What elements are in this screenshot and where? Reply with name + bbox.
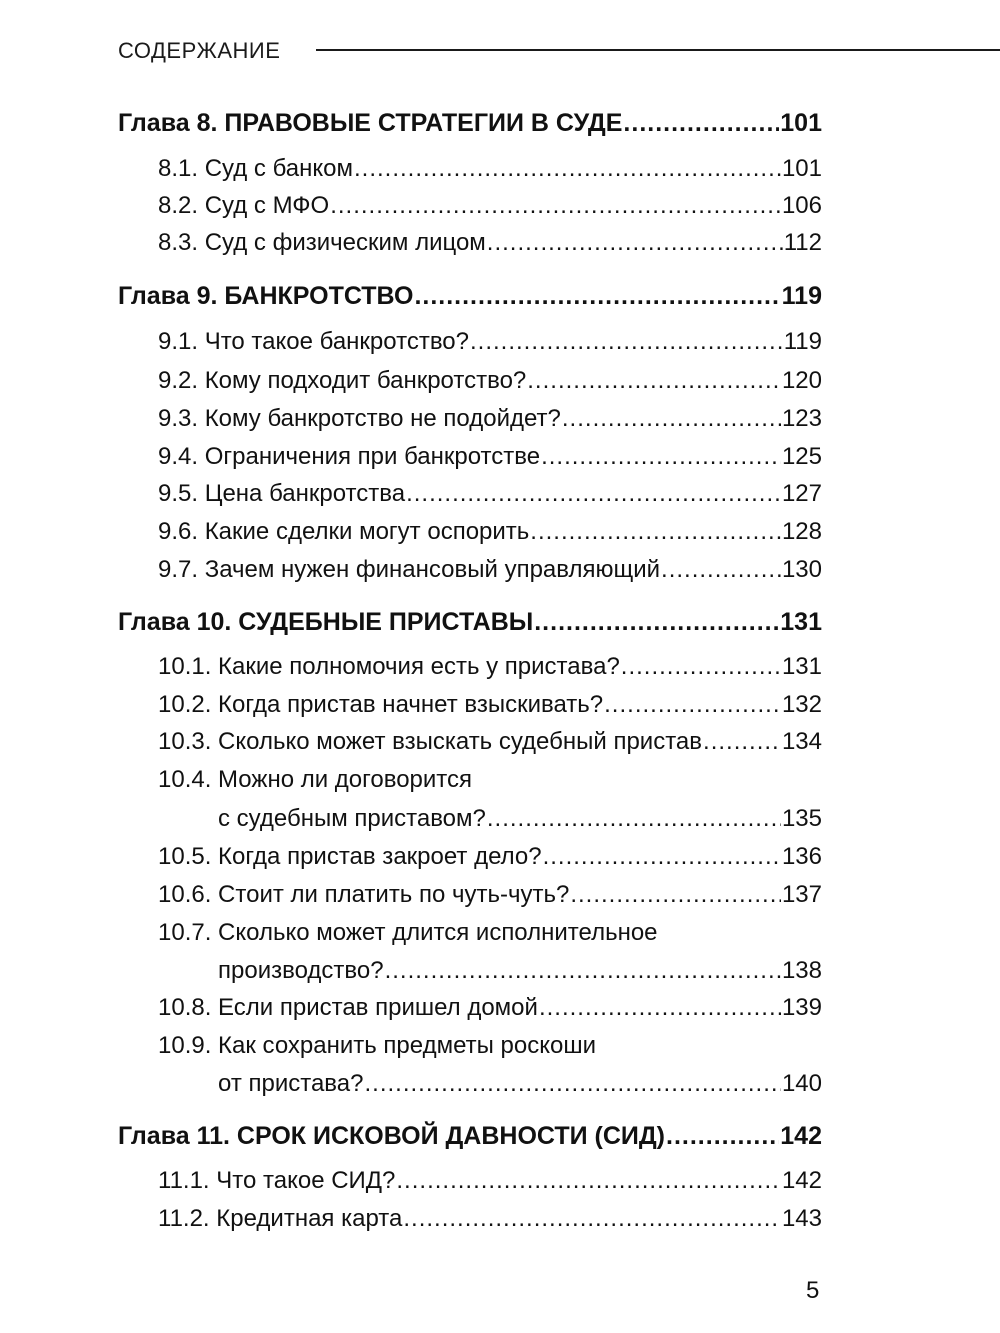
dot-leader	[354, 154, 781, 184]
toc-entry-title: 10.1. Какие полномочия есть у пристава?	[158, 653, 620, 680]
running-head: СОДЕРЖАНИЕ	[118, 38, 281, 63]
toc-entry-title: 10.6. Стоит ли платить по чуть-чуть?	[158, 881, 570, 908]
toc-entry-title: 8.1. Суд с банком	[158, 155, 353, 182]
toc-section-10-7-first-line[interactable]: 10.7. Сколько может длится исполнительное	[158, 919, 658, 946]
toc-entry-page: 134	[781, 728, 822, 755]
toc-entry-page: 137	[781, 881, 822, 908]
toc-entry-page: 123	[781, 405, 822, 432]
dot-leader	[543, 842, 781, 872]
toc-entry-page: 120	[781, 367, 822, 394]
toc-entry-page: 131	[781, 653, 822, 680]
toc-entry-page: 143	[781, 1205, 822, 1232]
toc-section-9-2[interactable]	[158, 366, 822, 396]
dot-leader	[666, 1121, 779, 1151]
toc-section-10-5[interactable]	[158, 842, 822, 872]
toc-entry-page: 138	[781, 957, 822, 984]
toc-section-10-2[interactable]	[158, 690, 822, 720]
toc-entry-page: 136	[781, 843, 822, 870]
dot-leader	[396, 1166, 781, 1196]
toc-section-10-9[interactable]	[218, 1069, 822, 1099]
dot-leader	[534, 607, 779, 637]
toc-entry-title: Глава 10. СУДЕБНЫЕ ПРИСТАВЫ	[118, 608, 534, 636]
toc-entry-title: 10.8. Если пристав пришел домой	[158, 994, 538, 1021]
dot-leader	[623, 108, 779, 138]
toc-entry-title: Глава 8. ПРАВОВЫЕ СТРАТЕГИИ В СУДЕ	[118, 109, 623, 137]
toc-entry-page: 119	[781, 282, 822, 310]
toc-entry-page: 130	[781, 556, 822, 583]
toc-entry-page: 135	[781, 805, 822, 832]
dot-leader	[470, 327, 783, 357]
toc-entry-page: 101	[780, 109, 822, 137]
toc-entry-title: 11.2. Кредитная карта	[158, 1205, 403, 1232]
dot-leader	[487, 228, 783, 258]
toc-entry-page: 142	[780, 1122, 822, 1150]
toc-section-10-9-first-line[interactable]: 10.9. Как сохранить предметы роскоши	[158, 1032, 597, 1059]
toc-entry-title: Глава 11. СРОК ИСКОВОЙ ДАВНОСТИ (СИД)	[118, 1122, 666, 1150]
toc-entry-title: 9.4. Ограничения при банкротстве	[158, 443, 541, 470]
toc-section-9-1[interactable]	[158, 327, 822, 357]
toc-entry-title: 9.7. Зачем нужен финансовый управляющий	[158, 556, 661, 583]
toc-entry-page: 128	[781, 518, 822, 545]
toc-chapter-9[interactable]	[118, 281, 822, 311]
toc-chapter-10[interactable]	[118, 607, 822, 637]
dot-leader	[414, 281, 780, 311]
toc-chapter-8[interactable]	[118, 108, 822, 138]
toc-section-9-5[interactable]	[158, 479, 822, 509]
toc-section-8-1[interactable]	[158, 154, 822, 184]
dot-leader	[621, 652, 781, 682]
dot-leader	[385, 956, 781, 986]
toc-entry-title: от пристава?	[218, 1070, 364, 1097]
dot-leader	[403, 1204, 781, 1234]
dot-leader	[406, 479, 781, 509]
toc-entry-page: 125	[781, 443, 822, 470]
toc-entry-title: 9.3. Кому банкротство не подойдет?	[158, 405, 561, 432]
toc-entry-page: 127	[781, 480, 822, 507]
toc-entry-page: 119	[783, 328, 822, 355]
dot-leader	[570, 880, 781, 910]
toc-entry-title: 9.5. Цена банкротства	[158, 480, 406, 507]
toc-section-9-7[interactable]	[158, 555, 822, 585]
toc-entry-title: производство?	[218, 957, 384, 984]
dot-leader	[487, 804, 781, 834]
toc-entry-title: с судебным приставом?	[218, 805, 486, 832]
toc-chapter-11[interactable]	[118, 1121, 822, 1151]
dot-leader	[541, 442, 781, 472]
toc-section-10-3[interactable]	[158, 727, 822, 757]
dot-leader	[530, 517, 781, 547]
toc-section-8-3[interactable]	[158, 228, 822, 258]
toc-entry-title: 9.1. Что такое банкротство?	[158, 328, 469, 355]
toc-entry-title: 11.1. Что такое СИД?	[158, 1167, 396, 1194]
dot-leader	[562, 404, 781, 434]
dot-leader	[364, 1069, 780, 1099]
toc-section-10-6[interactable]	[158, 880, 822, 910]
toc-section-8-2[interactable]	[158, 191, 822, 221]
toc-section-11-1[interactable]	[158, 1166, 822, 1196]
toc-entry-page: 142	[781, 1167, 822, 1194]
toc-section-10-1[interactable]	[158, 652, 822, 682]
toc-section-9-3[interactable]	[158, 404, 822, 434]
toc-section-9-6[interactable]	[158, 517, 822, 547]
dot-leader	[703, 727, 781, 757]
toc-section-10-4-first-line[interactable]: 10.4. Можно ли договорится	[158, 766, 473, 793]
toc-entry-title: 9.6. Какие сделки могут оспорить	[158, 518, 530, 545]
toc-entry-title: 10.5. Когда пристав закроет дело?	[158, 843, 542, 870]
toc-entry-title: 10.2. Когда пристав начнет взыскивать?	[158, 691, 604, 718]
toc-entry-page: 112	[783, 229, 822, 256]
toc-entry-page: 132	[781, 691, 822, 718]
toc-entry-title: 10.3. Сколько может взыскать судебный пристав	[158, 728, 703, 755]
toc-section-11-2[interactable]	[158, 1204, 822, 1234]
toc-entry-page: 101	[781, 155, 822, 182]
toc-entry-title: 8.2. Суд с МФО	[158, 192, 330, 219]
dot-leader	[330, 191, 781, 221]
toc-section-9-4[interactable]	[158, 442, 822, 472]
toc-entry-title: Глава 9. БАНКРОТСТВО	[118, 282, 414, 310]
dot-leader	[527, 366, 781, 396]
dot-leader	[661, 555, 781, 585]
page-number: 5	[806, 1277, 820, 1304]
dot-leader	[539, 993, 781, 1023]
toc-section-10-8[interactable]	[158, 993, 822, 1023]
toc-entry-page: 139	[781, 994, 822, 1021]
toc-entry-page: 140	[781, 1070, 822, 1097]
toc-entry-page: 106	[781, 192, 822, 219]
toc-entry-title: 8.3. Суд с физическим лицом	[158, 229, 486, 256]
dot-leader	[604, 690, 781, 720]
toc-section-10-4[interactable]	[218, 804, 822, 834]
toc-entry-title: 9.2. Кому подходит банкротство?	[158, 367, 527, 394]
toc-section-10-7[interactable]	[218, 956, 822, 986]
toc-entry-page: 131	[780, 608, 822, 636]
